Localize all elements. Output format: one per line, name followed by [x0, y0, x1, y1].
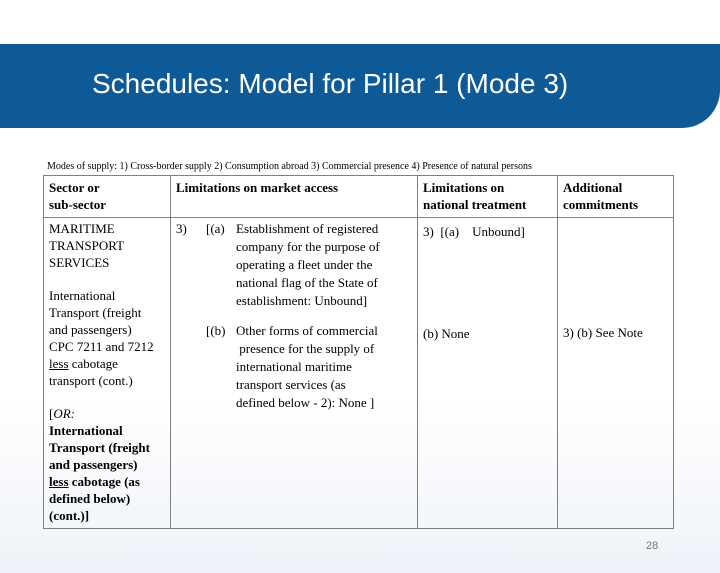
title-banner	[0, 44, 720, 128]
modes-of-supply-line: Modes of supply: 1) Cross-border supply 2) Consumption abroad 3) Commercial presence 4) Presence of natural persons	[47, 161, 532, 172]
sector-description: International Transport (freight and passengers) CPC 7211 and 7212 less cabotage transport (cont.)	[49, 288, 154, 388]
header-national-treatment: Limitations on national treatment	[418, 176, 558, 218]
schedule-table	[43, 175, 674, 529]
sector-name: MARITIME TRANSPORT SERVICES	[49, 221, 125, 270]
header-additional-commitments: Additional commitments	[558, 176, 674, 218]
market-access-cell	[171, 218, 418, 529]
header-sector: Sector or sub-sector	[44, 176, 171, 218]
header-market-access: Limitations on market access	[171, 176, 418, 218]
additional-commitments-cell	[558, 218, 674, 529]
page-number: 28	[646, 540, 659, 552]
market-access-item-a: 3) [(a) Establishment of registered company for the purpose of operating a fleet under the national flag of the State of establishment: Unbound]	[176, 221, 380, 308]
national-treatment-cell	[418, 218, 558, 529]
header-row	[44, 176, 674, 218]
slide-title: Schedules: Model for Pillar 1 (Mode 3)	[92, 68, 569, 99]
commitment-row	[44, 218, 674, 529]
market-access-item-b: [(b) Other forms of commercial presence for the supply of international maritime transport services (as defined below - 2): None ]	[206, 323, 378, 410]
national-treatment-a: 3) [(a) Unbound]	[423, 224, 525, 239]
national-treatment-b: (b) None	[423, 326, 470, 341]
sector-alternative: [OR: International Transport (freight and passengers) less cabotage (as defined below) (cont.)]	[49, 406, 150, 523]
sector-cell	[44, 218, 171, 529]
additional-commitment-b: 3) (b) See Note	[563, 325, 643, 340]
